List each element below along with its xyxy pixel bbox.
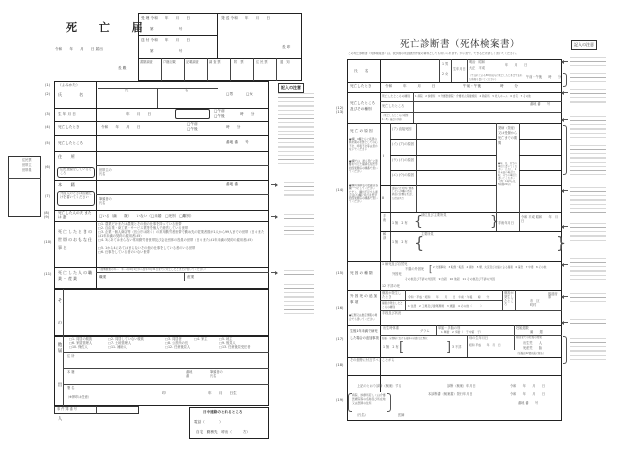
- cause-label: 死 亡 の 原 因: [350, 129, 373, 133]
- birth-am-checkbox[interactable]: □午前: [214, 109, 225, 113]
- form-title: 死 亡 届: [66, 21, 152, 34]
- informant-option[interactable]: □10. 保佐人: [69, 345, 88, 349]
- note-text: [570, 293, 606, 305]
- receipt-block: [138, 13, 302, 81]
- household-occupation-option-3[interactable]: □3. 企業・個人商店等（官公庁は除く）の常用勤労者世帯で勤め先の従業者数が1人から99人までの世帯（日々または1年未満の契約の雇用者は5）: [98, 230, 265, 238]
- note-text: [570, 187, 606, 215]
- infant-time-note: [175, 109, 210, 119]
- household-occupation-option-2[interactable]: □2. 自由業・商工業・サービス業等を個人で経営している世帯: [98, 226, 188, 230]
- note-text: [570, 116, 606, 138]
- surgery-findings-input[interactable]: [421, 219, 491, 229]
- arrow-icon: [271, 184, 277, 185]
- death-am-checkbox[interactable]: □午前: [187, 122, 198, 126]
- informant-domicile-input[interactable]: [80, 370, 180, 382]
- birth-type-options[interactable]: 1 単胎 2 多胎（ 子中第 子）: [441, 330, 483, 334]
- injury-method-label: 手段及び状況: [382, 311, 402, 315]
- informant-option[interactable]: □11. 補助人: [108, 345, 127, 349]
- filing-date[interactable]: 令和 年 月 日 届出: [55, 47, 103, 51]
- birthdate-input[interactable]: 年 月 日: [126, 112, 152, 116]
- kind-accidental-options[interactable]: 2 交通事故 3 転倒・転落 4 溺水 5 煙、火災及び火焔による傷害 6 窒息 7 中毒 8 その他: [433, 266, 547, 269]
- domicile-input[interactable]: [98, 182, 218, 193]
- industry-input[interactable]: [196, 273, 266, 281]
- cert-facility-label: （死亡したところの種別1〜5）施設の名称: [382, 114, 409, 121]
- household-head-input[interactable]: [115, 167, 265, 178]
- note-text: [284, 182, 314, 198]
- received-number[interactable]: 第 号: [150, 27, 183, 31]
- pregnancy-condition-input[interactable]: [404, 342, 446, 352]
- sex-male-checkbox[interactable]: □男: [226, 92, 233, 96]
- note-text: [278, 134, 314, 164]
- note-text: [570, 319, 606, 327]
- interval-b-input[interactable]: [521, 141, 560, 153]
- family-head-label: 筆頭者の氏名: [99, 197, 112, 205]
- cert-birth-time[interactable]: 午前・午後 時 分: [526, 75, 562, 79]
- certificate-title: 死亡診断書（死体検案書）: [400, 39, 521, 50]
- name-label: 氏 名: [58, 92, 84, 97]
- informant-address-label: 住 所: [67, 354, 75, 358]
- arrow-icon: [562, 61, 568, 62]
- sent-date[interactable]: 送 付 令和 年 月 日: [141, 38, 191, 42]
- other-remarks-input[interactable]: [350, 364, 560, 373]
- notes-header-right: 記入の注意: [571, 40, 597, 50]
- note-text: [570, 73, 606, 85]
- death-kind-label: 死 因 の 種 類: [350, 271, 373, 275]
- surname-input[interactable]: [98, 89, 156, 107]
- cert-name-input[interactable]: [382, 61, 438, 81]
- informant-option[interactable]: □5. 地主: [219, 337, 233, 341]
- informant-option[interactable]: □1. 同居の親族: [69, 337, 93, 341]
- note-text: [284, 284, 314, 314]
- kind-external-label: 外因死: [392, 272, 402, 276]
- cause-line-c-input[interactable]: [418, 157, 494, 169]
- domicile-label: 本 籍: [58, 182, 75, 187]
- cert-place-addr-input[interactable]: [415, 102, 515, 111]
- check-col: 通 知: [280, 60, 290, 64]
- occupation-input[interactable]: [108, 273, 182, 281]
- informant-option[interactable]: □7. 土地管理人: [108, 341, 132, 345]
- other-notes-input[interactable]: [65, 291, 267, 334]
- address-input[interactable]: [98, 153, 266, 164]
- death-time-input[interactable]: 時 分: [226, 125, 241, 129]
- sex-female-checkbox[interactable]: □女: [246, 92, 253, 96]
- death-date-input[interactable]: 令和 年 月 日: [101, 125, 141, 129]
- surgery-date-label: 手術年月日: [498, 221, 514, 225]
- death-time-label: 死亡したとき: [58, 125, 80, 129]
- death-place-input[interactable]: [98, 137, 218, 149]
- cert-sex-female[interactable]: 2 女: [442, 72, 449, 76]
- informant-domicile-label: 本 籍: [67, 370, 75, 374]
- brace-icon: [563, 336, 567, 364]
- cert-place-label: 死亡したところ及びその種別: [350, 101, 376, 111]
- cert-dob-label: 生年月日: [453, 67, 466, 71]
- brace-icon: [563, 125, 567, 175]
- cause-line-d-label: (エ) (ウ)の原因: [392, 173, 414, 177]
- contact-type-options[interactable]: 自宅 勤務先 呼出（ 方）: [196, 430, 250, 434]
- pregnancy-condition-options[interactable]: 1 無 2 有: [383, 345, 399, 349]
- interval-a-input[interactable]: [521, 125, 560, 137]
- note-text: [570, 258, 606, 282]
- diagnosis-date-input[interactable]: 令和 年 月 日: [510, 384, 546, 388]
- note-text: [570, 338, 606, 362]
- certification-statement: 上記のとおり診断（検案）する: [357, 384, 402, 388]
- injury-place-type-options[interactable]: 1 住居 2 工場及び建築現場 3 道路 4 その他（ ）: [408, 304, 484, 308]
- informant-signature-label: 署 名: [67, 386, 75, 390]
- chief-seal: 長 印: [282, 45, 291, 49]
- interval-part2-input[interactable]: [521, 187, 560, 210]
- arrow-icon: [562, 264, 568, 265]
- spouse-label: 死亡した人の夫 または 妻: [58, 211, 92, 220]
- case-number-input[interactable]: [98, 407, 138, 413]
- arrow-icon: [562, 119, 568, 120]
- doctor-name-label: （氏名）: [355, 413, 368, 417]
- kind-unknown-option[interactable]: 12 不詳の死: [382, 284, 400, 288]
- informant-option[interactable]: □9. 後見人: [219, 341, 236, 345]
- note-text: [570, 89, 606, 105]
- brace-icon: [563, 73, 567, 87]
- contact-title: 日中連絡のとれるところ: [203, 410, 243, 414]
- part-1-label: I: [383, 154, 385, 158]
- cert-death-time-label: 死亡したとき: [350, 84, 372, 88]
- check-col: 戸籍記載: [163, 60, 176, 64]
- arrow-icon: [562, 92, 568, 93]
- informant-option[interactable]: □4. 家主: [194, 337, 208, 341]
- family-head-input[interactable]: [115, 196, 265, 207]
- informant-option[interactable]: □3. 同居者: [165, 337, 182, 341]
- reading-label: （よみかた）: [58, 83, 80, 87]
- mother-dob-input[interactable]: 昭和 平成 年 月 日: [469, 343, 501, 347]
- interval-c-input[interactable]: [521, 157, 560, 169]
- injury-method-input[interactable]: [382, 316, 560, 324]
- surgery-date-input[interactable]: 令和 平成 昭和 年 月 日: [521, 215, 562, 223]
- kind-other-external-options[interactable]: その他及び不詳の外因死 9 自殺 10 他殺 11 その他及び不詳の外因: [405, 277, 495, 281]
- informant-signature-input[interactable]: [80, 386, 158, 402]
- cause-line-d-input[interactable]: [418, 172, 494, 184]
- note-text: [570, 57, 606, 69]
- household-occupation-label: 死亡したときの世帯のおもな仕事と: [58, 229, 93, 250]
- cert-place-type-label: 死亡したところの種別: [382, 94, 410, 98]
- informant-option[interactable]: □6. 家屋管理人: [69, 341, 93, 345]
- check-col: 附 票: [234, 60, 244, 64]
- birth-time-input[interactable]: 時 分: [240, 112, 255, 116]
- check-col: 書類調査: [140, 60, 153, 64]
- birth-pm-checkbox[interactable]: □午後: [214, 114, 225, 118]
- interval-label: 発病（発症）又は受傷から死亡までの期間: [498, 126, 518, 145]
- note-text: [284, 226, 314, 238]
- household-head-label: 世帯主の氏名: [99, 168, 112, 176]
- arrow-icon: [271, 272, 277, 273]
- case-number-label: 事 件 簿 番 号: [57, 407, 77, 411]
- injury-place-label: 傷害が発生したところ: [504, 291, 514, 307]
- occupation-label: 死亡した人の職業・産業: [58, 270, 93, 281]
- cert-name-label: 氏 名: [354, 69, 369, 73]
- birthdate-label: 生 年 月 日: [58, 112, 76, 116]
- contact-phone-input[interactable]: 電話（ ）: [194, 420, 223, 424]
- household-occupation-option-6[interactable]: □6. 仕事をしている者のいない世帯: [98, 250, 150, 254]
- stillborn-input[interactable]: 死産児 胎: [523, 346, 543, 350]
- arrow-icon: [562, 190, 568, 191]
- birth-weight-input[interactable]: グラム: [420, 329, 430, 333]
- address-label: 住 所: [58, 154, 75, 159]
- kind-accidental-label: 不慮の外因死: [405, 267, 425, 271]
- industry-field-label: 産業: [187, 275, 195, 279]
- cert-death-time-input[interactable]: 時 分: [500, 84, 518, 88]
- arrow-icon: [562, 226, 568, 227]
- check-col: 住 民 票: [256, 60, 268, 64]
- addressee[interactable]: 長 殿: [118, 66, 127, 70]
- occupation-field-label: 職業: [99, 275, 107, 279]
- received-date[interactable]: 受 理 令和 年 月 日: [141, 16, 191, 20]
- spouse-status-options[interactable]: □いる（満 歳） いない（□未婚 □死別 □離別）: [99, 214, 194, 218]
- forward-date[interactable]: 発 送 令和 年 月 日: [221, 16, 271, 20]
- autopsy-findings-input[interactable]: [421, 238, 556, 252]
- cause-line-b-input[interactable]: [418, 141, 494, 153]
- household-occupation-option-1[interactable]: □1. 農業だけまたは農業とその他の仕事を持っている世帯: [98, 222, 182, 226]
- cert-death-ampm[interactable]: 午前・午後: [463, 84, 481, 88]
- cause-line-c-label: (ウ) (イ)の原因: [392, 158, 414, 162]
- cert-facility-input[interactable]: [415, 113, 560, 122]
- given-name-input[interactable]: [158, 89, 216, 107]
- part-2-input[interactable]: [418, 187, 494, 210]
- injury-time-input[interactable]: 令和・平成・昭和 年 月 日 午前・午後 時 分: [408, 295, 490, 299]
- note-text: [278, 93, 314, 133]
- issue-date-input[interactable]: 令和 年 月 日: [510, 392, 546, 396]
- check-col: 調 査 票: [209, 60, 221, 64]
- cert-place-addr-label: 死亡したところ: [382, 104, 405, 108]
- cert-death-date-input[interactable]: 令和 年 月 日: [385, 84, 436, 88]
- facility-address-input[interactable]: [394, 400, 504, 410]
- infant-additions-label: 生後1年未満で病死した場合の追加事項: [350, 329, 379, 340]
- seal-mark: 印: [162, 391, 166, 395]
- kind-natural-option[interactable]: 1 病死及び自然死: [382, 262, 408, 266]
- death-place-label: 死亡したところ: [58, 141, 84, 145]
- cause-line-a-input[interactable]: [418, 125, 494, 137]
- cert-place-type-options[interactable]: 1 病院 2 診療所 3 介護医療院・介護老人保健施設 4 助産所 5 老人ホーム 6 自宅 7 その他: [415, 95, 531, 98]
- note-text: [570, 145, 606, 175]
- certificate-subtitle: この死亡診断書（死体検案書）は、我が国の死因統計作成の資料としても用いられます。かい書で、できるだけ詳しく書いてください。: [348, 52, 519, 55]
- surgery-label: 手術: [383, 214, 387, 222]
- cert-sex-male[interactable]: 1 男: [442, 62, 449, 66]
- informant-option[interactable]: □13. 任意後見受任者: [219, 345, 251, 349]
- other-label: そ の 他: [57, 298, 62, 355]
- other-remarks-label: その他特に付言すべきことがら: [350, 358, 395, 362]
- household-occupation-option-4[interactable]: □4. 3にあてはまらない常用勤労者世帯及び会社団体の役員の世帯（日々または1年未満の契約の雇用者は5）: [98, 238, 255, 242]
- arrow-icon: [271, 216, 277, 217]
- external-additions-label: 外 因 死 の 追 加 事 項: [350, 294, 378, 304]
- note-text: [570, 223, 606, 243]
- informant-option[interactable]: □8. 公設所の長: [165, 341, 189, 345]
- born-alive-input[interactable]: 出生児 人: [523, 341, 543, 345]
- check-col: 記載調査: [186, 60, 199, 64]
- cause-line-a-label: (ア) 直接死因: [392, 127, 412, 131]
- death-pm-checkbox[interactable]: □午後: [187, 127, 198, 131]
- part-2-label: II: [382, 196, 385, 200]
- injury-place-type-label: 傷害が発生したところの種別: [382, 302, 403, 309]
- household-occupation-option-5[interactable]: □5. 1から4にあてはまらないその他の仕事をしている者のいる世帯: [98, 246, 196, 250]
- injury-time-label: 傷害が発生したとき: [382, 291, 402, 299]
- cause-line-b-label: (イ) (ア)の原因: [392, 142, 414, 146]
- informant-address-input[interactable]: [80, 354, 266, 366]
- informant-option[interactable]: □12. 任意後見人: [165, 345, 191, 349]
- sent-number[interactable]: 第 号: [150, 49, 183, 53]
- surgery-options[interactable]: 1 無 2 有: [392, 221, 408, 225]
- informant-option[interactable]: □2. 同居していない親族: [108, 337, 144, 341]
- doctor-name-input[interactable]: [365, 412, 395, 419]
- cert-dob-input[interactable]: 年 月 日: [505, 63, 528, 67]
- arrow-icon: [562, 296, 568, 297]
- note-text: [284, 214, 314, 222]
- interval-d-input[interactable]: [521, 172, 560, 184]
- informant-label: 届 出 人: [57, 348, 62, 435]
- autopsy-label: 解剖: [383, 232, 387, 240]
- arrow-icon: [562, 322, 568, 323]
- gestation-input[interactable]: 満 週: [530, 330, 543, 334]
- informant-dob-input[interactable]: 年 月 日生: [208, 391, 237, 395]
- notes-header-left: 記入の注意: [278, 83, 304, 93]
- autopsy-options[interactable]: 1 無 2 有: [392, 240, 408, 244]
- note-text: [284, 270, 314, 278]
